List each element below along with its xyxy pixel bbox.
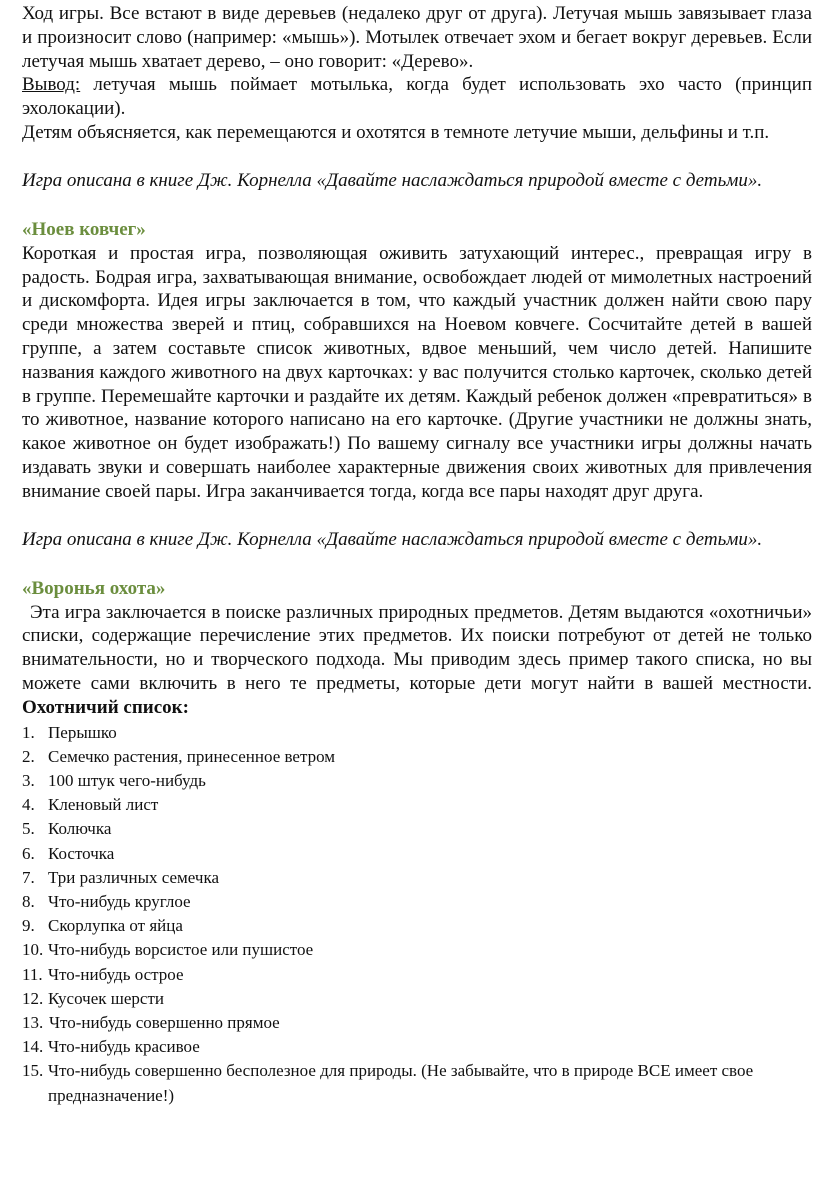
list-item-number: 4. bbox=[22, 795, 35, 815]
list-item-number: 8. bbox=[22, 891, 35, 911]
bat-game-source-note: Игра описана в книге Дж. Корнелла «Давайте наслаждаться природой вместе с детьми». bbox=[22, 169, 763, 191]
list-item-text: 100 штук чего-нибудь bbox=[48, 770, 206, 790]
list-item-number: 7. bbox=[22, 867, 35, 887]
list-item-number: 10. bbox=[22, 940, 44, 960]
conclusion-text: летучая мышь поймает мотылька, когда будет использовать эхо часто (принцип эхолокации). bbox=[22, 74, 812, 120]
list-item bbox=[22, 1059, 812, 1107]
list-item-number: 5. bbox=[22, 819, 35, 839]
noahs-ark-body: Короткая и простая игра, позволяющая оживить затухающий интерес., превращая игру в радость. Бодрая игра, захватывающая внимание, освобождает людей от мимолетных настроений и дискомфорта. Идея игры заключается в том, что каждый участник должен найти свою пару среди множества зверей и птиц, собравшихся на Ноевом ковчеге. Сосчитайте детей в вашей группе, а затем составьте список животных, вдвое меньший, чем число детей. Напишите названия каждого животного на двух карточках: у вас получится столько карточек, сколько детей в группе. Перемешайте карточки и раздайте их детям. Каждый ребенок должен «превратиться» в то животное, название которого написано на его карточке. (Другие участники не должны знать, какое животное он будет изображать!) По вашему сигналу все участники игры должны начать издавать звуки и совершать наиболее характерные движения своих животных для привлечения внимание своей пары. Игра заканчивается тогда, когда все пары находят друг друга. bbox=[22, 242, 812, 502]
list-item bbox=[22, 1035, 812, 1059]
list-item-text: Три различных семечка bbox=[48, 867, 220, 887]
list-item bbox=[22, 842, 812, 866]
list-item-text: Косточка bbox=[48, 843, 115, 863]
list-item bbox=[22, 769, 812, 793]
crow-hunt-heading: «Воронья охота» bbox=[22, 577, 166, 599]
list-item-text: Кусочек шерсти bbox=[48, 988, 164, 1008]
list-item-text: Что-нибудь красивое bbox=[48, 1037, 200, 1057]
list-item-number: 14. bbox=[22, 1037, 44, 1057]
list-item bbox=[22, 817, 812, 841]
list-item-text: Что-нибудь совершенно бесполезное для природы. (Не забывайте, что в природе ВСЕ имеет свое предназначение!) bbox=[48, 1061, 754, 1105]
crow-hunt-body-text: Эта игра заключается в поиске различных природных предметов. Детям выдаются «охотничьи» списки, содержащие перечисление этих предметов. Их поиски потребуют от детей не только внимательности, но и творческого подхода. Мы приводим здесь пример такого списка, но вы можете сами включить в него те предметы, которые дети могут найти в вашей местности. bbox=[22, 601, 812, 694]
noahs-ark-source-note: Игра описана в книге Дж. Корнелла «Давайте наслаждаться природой вместе с детьми». bbox=[22, 528, 763, 550]
list-item-number: 13. bbox=[22, 1012, 44, 1032]
list-item-text: Что-нибудь круглое bbox=[48, 891, 191, 911]
list-item-text: Что-нибудь ворсистое или пушистое bbox=[48, 940, 314, 960]
list-item-text: Колючка bbox=[48, 819, 112, 839]
bat-game-conclusion bbox=[22, 73, 812, 121]
list-item bbox=[22, 866, 812, 890]
list-item-number: 15. bbox=[22, 1061, 44, 1081]
list-item-number: 3. bbox=[22, 770, 35, 790]
list-item-number: 2. bbox=[22, 746, 35, 766]
list-item bbox=[22, 890, 812, 914]
hunt-list-label: Охотничий список: bbox=[22, 696, 189, 718]
list-item-number: 11. bbox=[22, 964, 43, 984]
list-item bbox=[22, 938, 812, 962]
list-item-number: 1. bbox=[22, 722, 35, 742]
list-item-number: 12. bbox=[22, 988, 44, 1008]
list-item-number: 6. bbox=[22, 843, 35, 863]
list-item bbox=[22, 721, 812, 745]
conclusion-label: Вывод: bbox=[22, 74, 81, 96]
noahs-ark-heading: «Ноев ковчег» bbox=[22, 218, 146, 240]
list-item-text: Скорлупка от яйца bbox=[48, 916, 183, 936]
list-item bbox=[22, 745, 812, 769]
list-item-text: Семечко растения, принесенное ветром bbox=[48, 746, 336, 766]
list-item bbox=[22, 793, 812, 817]
bat-game-description: Ход игры. Все встают в виде деревьев (недалеко друг от друга). Летучая мышь завязывает глаза и произносит слово (например: «мышь»). Мотылек отвечает эхом и бегает вокруг деревьев. Если летучая мышь хватает дерево, – оно говорит: «Дерево». bbox=[22, 3, 812, 72]
list-item bbox=[22, 963, 812, 987]
list-item-text: Кленовый лист bbox=[48, 795, 159, 815]
list-item-text: Перышко bbox=[48, 722, 117, 742]
list-item-text: Что-нибудь совершенно прямое bbox=[49, 1012, 280, 1032]
crow-hunt-body bbox=[22, 601, 812, 720]
list-item bbox=[22, 1011, 812, 1035]
list-item-text: Что-нибудь острое bbox=[48, 964, 184, 984]
bat-game-explanation: Детям объясняется, как перемещаются и охотятся в темноте летучие мыши, дельфины и т.п. bbox=[22, 121, 770, 143]
list-item bbox=[22, 987, 812, 1011]
list-item bbox=[22, 914, 812, 938]
list-item-number: 9. bbox=[22, 916, 35, 936]
hunt-list bbox=[22, 721, 812, 1108]
